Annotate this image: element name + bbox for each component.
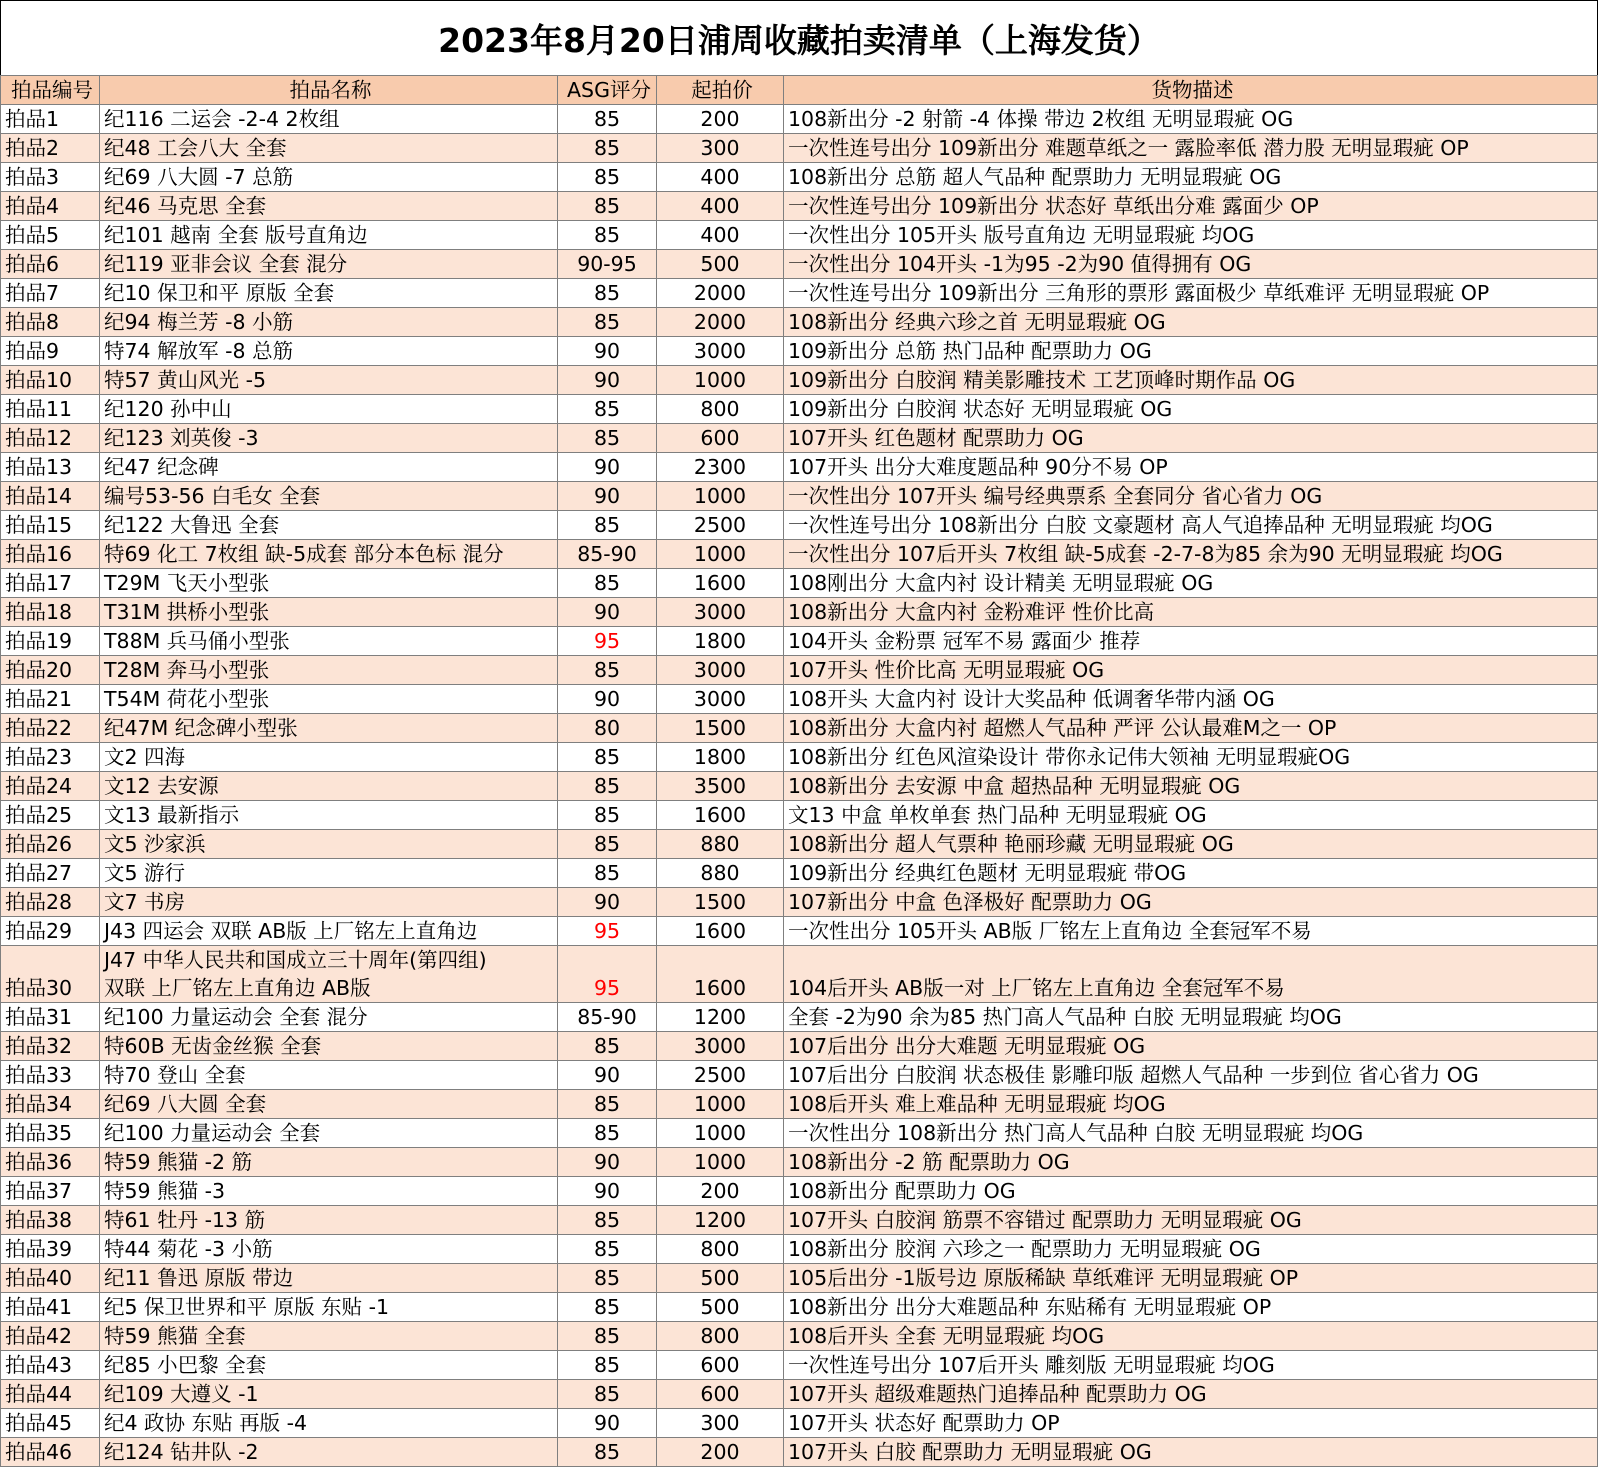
cell-description[interactable]: 108刚出分 大盒内衬 设计精美 无明显瑕疵 OG	[784, 569, 1598, 598]
table-row	[1, 453, 1598, 482]
cell-start-price[interactable]: 880	[657, 830, 784, 859]
cell-lot-number[interactable]: 拍品20	[1, 656, 100, 685]
cell-asg-score[interactable]: 85	[558, 1235, 657, 1264]
cell-lot-number[interactable]: 拍品11	[1, 395, 100, 424]
cell-description[interactable]: 108新出分 -2 射箭 -4 体操 带边 2枚组 无明显瑕疵 OG	[784, 105, 1598, 134]
table-row	[1, 163, 1598, 192]
cell-start-price[interactable]: 1600	[657, 569, 784, 598]
cell-lot-number[interactable]: 拍品16	[1, 540, 100, 569]
lot-name-line: 双联 上厂铭左上直角边 AB版	[104, 976, 371, 1000]
cell-start-price[interactable]: 1500	[657, 888, 784, 917]
cell-asg-score[interactable]: 85	[558, 1380, 657, 1409]
cell-asg-score[interactable]: 85	[558, 221, 657, 250]
cell-lot-number[interactable]: 拍品43	[1, 1351, 100, 1380]
cell-lot-number[interactable]: 拍品30	[1, 946, 100, 1003]
cell-asg-score[interactable]: 90	[558, 337, 657, 366]
cell-asg-score[interactable]: 90	[558, 366, 657, 395]
cell-start-price[interactable]: 3000	[657, 337, 784, 366]
cell-lot-name[interactable]: 特44 菊花 -3 小筋	[100, 1235, 558, 1264]
cell-description[interactable]: 107后出分 白胶润 状态极佳 影雕印版 超燃人气品种 一步到位 省心省力 OG	[784, 1061, 1598, 1090]
cell-asg-score[interactable]: 85	[558, 1438, 657, 1467]
cell-lot-name[interactable]: T54M 荷花小型张	[100, 685, 558, 714]
cell-lot-name[interactable]: 纪69 八大圆 -7 总筋	[100, 163, 558, 192]
table-row	[1, 656, 1598, 685]
header-lot-name[interactable]: 拍品名称	[100, 76, 558, 105]
cell-asg-score[interactable]: 80	[558, 714, 657, 743]
cell-lot-number[interactable]: 拍品31	[1, 1003, 100, 1032]
cell-asg-score[interactable]: 85	[558, 1090, 657, 1119]
cell-lot-name[interactable]: 特59 熊猫 -3	[100, 1177, 558, 1206]
cell-start-price[interactable]: 2500	[657, 511, 784, 540]
cell-description[interactable]: 一次性连号出分 107后开头 雕刻版 无明显瑕疵 均OG	[784, 1351, 1598, 1380]
cell-asg-score[interactable]: 90	[558, 1061, 657, 1090]
cell-description[interactable]: 108开头 大盒内衬 设计大奖品种 低调奢华带内涵 OG	[784, 685, 1598, 714]
cell-description[interactable]: 107开头 性价比高 无明显瑕疵 OG	[784, 656, 1598, 685]
table-row	[1, 482, 1598, 511]
cell-description[interactable]: 108新出分 去安源 中盒 超热品种 无明显瑕疵 OG	[784, 772, 1598, 801]
cell-lot-name[interactable]: 编号53-56 白毛女 全套	[100, 482, 558, 511]
cell-lot-name[interactable]: 纪123 刘英俊 -3	[100, 424, 558, 453]
cell-start-price[interactable]: 1200	[657, 1206, 784, 1235]
cell-lot-number[interactable]: 拍品46	[1, 1438, 100, 1467]
table-row	[1, 830, 1598, 859]
cell-lot-number[interactable]: 拍品40	[1, 1264, 100, 1293]
table-row	[1, 1264, 1598, 1293]
cell-description[interactable]: 一次性连号出分 109新出分 三角形的票形 露面极少 草纸难评 无明显瑕疵 OP	[784, 279, 1598, 308]
cell-asg-score[interactable]: 85	[558, 1322, 657, 1351]
cell-asg-score[interactable]: 85	[558, 1293, 657, 1322]
cell-start-price[interactable]: 600	[657, 1380, 784, 1409]
cell-lot-number[interactable]: 拍品8	[1, 308, 100, 337]
cell-lot-number[interactable]: 拍品38	[1, 1206, 100, 1235]
cell-start-price[interactable]: 600	[657, 1351, 784, 1380]
cell-lot-name[interactable]: 文7 书房	[100, 888, 558, 917]
cell-description[interactable]: 一次性出分 104开头 -1为95 -2为90 值得拥有 OG	[784, 250, 1598, 279]
cell-description[interactable]: 一次性出分 107后开头 7枚组 缺-5成套 -2-7-8为85 余为90 无明显瑕疵 均OG	[784, 540, 1598, 569]
table-row	[1, 1322, 1598, 1351]
table-row	[1, 250, 1598, 279]
cell-description[interactable]: 一次性连号出分 109新出分 难题草纸之一 露脸率低 潜力股 无明显瑕疵 OP	[784, 134, 1598, 163]
table-row	[1, 1148, 1598, 1177]
header-start-price[interactable]: 起拍价	[657, 76, 784, 105]
cell-description[interactable]: 108新出分 配票助力 OG	[784, 1177, 1598, 1206]
header-row	[1, 76, 1598, 105]
cell-lot-name[interactable]: 特59 熊猫 全套	[100, 1322, 558, 1351]
cell-start-price[interactable]: 1000	[657, 1090, 784, 1119]
cell-asg-score[interactable]: 85	[558, 1264, 657, 1293]
cell-asg-score[interactable]: 85	[558, 395, 657, 424]
cell-description[interactable]: 107开头 出分大难度题品种 90分不易 OP	[784, 453, 1598, 482]
cell-asg-score[interactable]: 90	[558, 482, 657, 511]
cell-lot-name[interactable]	[100, 946, 558, 1003]
cell-start-price[interactable]: 2300	[657, 453, 784, 482]
table-row	[1, 859, 1598, 888]
cell-start-price[interactable]: 300	[657, 134, 784, 163]
cell-description[interactable]: 一次性出分 107开头 编号经典票系 全套同分 省心省力 OG	[784, 482, 1598, 511]
cell-lot-number[interactable]: 拍品27	[1, 859, 100, 888]
cell-lot-number[interactable]: 拍品26	[1, 830, 100, 859]
cell-lot-number[interactable]: 拍品37	[1, 1177, 100, 1206]
cell-start-price[interactable]: 3500	[657, 772, 784, 801]
table-row	[1, 1438, 1598, 1467]
cell-lot-name[interactable]: 纪4 政协 东贴 再版 -4	[100, 1409, 558, 1438]
cell-description[interactable]: 107开头 状态好 配票助力 OP	[784, 1409, 1598, 1438]
cell-lot-number[interactable]: 拍品24	[1, 772, 100, 801]
cell-asg-score[interactable]: 85	[558, 772, 657, 801]
cell-lot-number[interactable]: 拍品42	[1, 1322, 100, 1351]
table-row	[1, 308, 1598, 337]
cell-lot-name[interactable]: 纪109 大遵义 -1	[100, 1380, 558, 1409]
cell-start-price[interactable]: 800	[657, 1235, 784, 1264]
table-row	[1, 540, 1598, 569]
cell-description[interactable]: 107开头 白胶 配票助力 无明显瑕疵 OG	[784, 1438, 1598, 1467]
cell-asg-score[interactable]: 85	[558, 424, 657, 453]
cell-start-price[interactable]: 500	[657, 1293, 784, 1322]
cell-start-price[interactable]: 1000	[657, 540, 784, 569]
cell-asg-score[interactable]: 90	[558, 1148, 657, 1177]
cell-start-price[interactable]: 1000	[657, 366, 784, 395]
cell-start-price[interactable]: 1600	[657, 946, 784, 1003]
cell-asg-score[interactable]: 90	[558, 453, 657, 482]
table-row	[1, 366, 1598, 395]
cell-asg-score[interactable]: 95	[558, 946, 657, 1003]
cell-lot-name[interactable]: 纪122 大鲁迅 全套	[100, 511, 558, 540]
auction-table	[0, 75, 1598, 1467]
cell-lot-name[interactable]: 纪48 工会八大 全套	[100, 134, 558, 163]
cell-lot-number[interactable]: 拍品41	[1, 1293, 100, 1322]
cell-lot-name[interactable]: 纪47 纪念碑	[100, 453, 558, 482]
table-row	[1, 1032, 1598, 1061]
cell-start-price[interactable]: 200	[657, 1438, 784, 1467]
cell-lot-number[interactable]: 拍品22	[1, 714, 100, 743]
cell-start-price[interactable]: 3000	[657, 656, 784, 685]
cell-description[interactable]: 108新出分 -2 筋 配票助力 OG	[784, 1148, 1598, 1177]
cell-lot-name[interactable]: 特60B 无齿金丝猴 全套	[100, 1032, 558, 1061]
cell-lot-name[interactable]: 纪116 二运会 -2-4 2枚组	[100, 105, 558, 134]
table-row	[1, 801, 1598, 830]
cell-start-price[interactable]: 600	[657, 424, 784, 453]
lot-name-line: J47 中华人民共和国成立三十周年(第四组)	[104, 948, 487, 972]
cell-start-price[interactable]: 3000	[657, 598, 784, 627]
table-row	[1, 192, 1598, 221]
cell-lot-name[interactable]: 特57 黄山风光 -5	[100, 366, 558, 395]
cell-description[interactable]: 109新出分 经典红色题材 无明显瑕疵 带OG	[784, 859, 1598, 888]
cell-lot-name[interactable]: T88M 兵马俑小型张	[100, 627, 558, 656]
cell-start-price[interactable]: 1000	[657, 482, 784, 511]
cell-asg-score[interactable]: 85	[558, 830, 657, 859]
cell-asg-score[interactable]: 85	[558, 656, 657, 685]
cell-start-price[interactable]: 2500	[657, 1061, 784, 1090]
cell-asg-score[interactable]: 85	[558, 1351, 657, 1380]
cell-start-price[interactable]: 1000	[657, 1119, 784, 1148]
table-row	[1, 424, 1598, 453]
cell-asg-score[interactable]: 90	[558, 1177, 657, 1206]
cell-asg-score[interactable]: 85	[558, 279, 657, 308]
cell-lot-number[interactable]: 拍品1	[1, 105, 100, 134]
table-row	[1, 1409, 1598, 1438]
table-row	[1, 105, 1598, 134]
cell-description[interactable]: 108新出分 总筋 超人气品种 配票助力 无明显瑕疵 OG	[784, 163, 1598, 192]
table-row	[1, 627, 1598, 656]
cell-start-price[interactable]: 400	[657, 192, 784, 221]
cell-lot-name[interactable]: 纪119 亚非会议 全套 混分	[100, 250, 558, 279]
cell-lot-name[interactable]: 文13 最新指示	[100, 801, 558, 830]
cell-description[interactable]: 107开头 红色题材 配票助力 OG	[784, 424, 1598, 453]
cell-asg-score[interactable]: 85	[558, 511, 657, 540]
cell-lot-name[interactable]: 纪100 力量运动会 全套 混分	[100, 1003, 558, 1032]
cell-start-price[interactable]: 3000	[657, 685, 784, 714]
cell-lot-name[interactable]: 特59 熊猫 -2 筋	[100, 1148, 558, 1177]
cell-description[interactable]: 107后出分 出分大难题 无明显瑕疵 OG	[784, 1032, 1598, 1061]
table-row	[1, 1380, 1598, 1409]
cell-asg-score[interactable]: 95	[558, 627, 657, 656]
cell-lot-number[interactable]: 拍品9	[1, 337, 100, 366]
cell-lot-number[interactable]: 拍品45	[1, 1409, 100, 1438]
cell-lot-name[interactable]: T31M 拱桥小型张	[100, 598, 558, 627]
cell-description[interactable]: 一次性出分 105开头 版号直角边 无明显瑕疵 均OG	[784, 221, 1598, 250]
cell-asg-score[interactable]: 85	[558, 134, 657, 163]
cell-start-price[interactable]: 500	[657, 250, 784, 279]
cell-lot-name[interactable]: T29M 飞天小型张	[100, 569, 558, 598]
cell-lot-name[interactable]: 纪11 鲁迅 原版 带边	[100, 1264, 558, 1293]
cell-lot-number[interactable]: 拍品10	[1, 366, 100, 395]
table-row	[1, 395, 1598, 424]
table-row	[1, 743, 1598, 772]
cell-lot-number[interactable]: 拍品4	[1, 192, 100, 221]
cell-lot-name[interactable]: 纪47M 纪念碑小型张	[100, 714, 558, 743]
cell-start-price[interactable]: 800	[657, 1322, 784, 1351]
cell-lot-number[interactable]: 拍品28	[1, 888, 100, 917]
cell-description[interactable]: 109新出分 总筋 热门品种 配票助力 OG	[784, 337, 1598, 366]
cell-asg-score[interactable]: 85	[558, 859, 657, 888]
cell-lot-name[interactable]: 特69 化工 7枚组 缺-5成套 部分本色标 混分	[100, 540, 558, 569]
table-row	[1, 279, 1598, 308]
cell-lot-number[interactable]: 拍品14	[1, 482, 100, 511]
cell-description[interactable]: 107开头 白胶润 筋票不容错过 配票助力 无明显瑕疵 OG	[784, 1206, 1598, 1235]
cell-description[interactable]: 109新出分 白胶润 状态好 无明显瑕疵 OG	[784, 395, 1598, 424]
cell-description[interactable]: 108新出分 胶润 六珍之一 配票助力 无明显瑕疵 OG	[784, 1235, 1598, 1264]
cell-description[interactable]: 全套 -2为90 余为85 热门高人气品种 白胶 无明显瑕疵 均OG	[784, 1003, 1598, 1032]
cell-start-price[interactable]: 1500	[657, 714, 784, 743]
cell-description[interactable]: 108新出分 大盒内衬 超燃人气品种 严评 公认最难M之一 OP	[784, 714, 1598, 743]
cell-lot-number[interactable]: 拍品23	[1, 743, 100, 772]
cell-lot-name[interactable]: T28M 奔马小型张	[100, 656, 558, 685]
cell-lot-name[interactable]: 特61 牡丹 -13 筋	[100, 1206, 558, 1235]
table-row	[1, 917, 1598, 946]
cell-asg-score[interactable]: 85	[558, 801, 657, 830]
cell-start-price[interactable]: 1600	[657, 917, 784, 946]
cell-asg-score[interactable]: 85	[558, 1119, 657, 1148]
cell-description[interactable]: 105后出分 -1版号边 原版稀缺 草纸难评 无明显瑕疵 OP	[784, 1264, 1598, 1293]
cell-lot-name[interactable]: 纪124 钻井队 -2	[100, 1438, 558, 1467]
table-row	[1, 685, 1598, 714]
cell-lot-number[interactable]: 拍品39	[1, 1235, 100, 1264]
table-row	[1, 1293, 1598, 1322]
cell-asg-score[interactable]: 85	[558, 743, 657, 772]
cell-lot-name[interactable]: 纪101 越南 全套 版号直角边	[100, 221, 558, 250]
cell-asg-score[interactable]: 90	[558, 685, 657, 714]
cell-lot-number[interactable]: 拍品6	[1, 250, 100, 279]
cell-lot-name[interactable]: 特74 解放军 -8 总筋	[100, 337, 558, 366]
cell-lot-name[interactable]: 纪120 孙中山	[100, 395, 558, 424]
cell-asg-score[interactable]: 85	[558, 308, 657, 337]
table-row	[1, 1119, 1598, 1148]
cell-start-price[interactable]: 1600	[657, 801, 784, 830]
cell-description[interactable]: 107新出分 中盒 色泽极好 配票助力 OG	[784, 888, 1598, 917]
cell-description[interactable]: 一次性连号出分 108新出分 白胶 文豪题材 高人气追捧品种 无明显瑕疵 均OG	[784, 511, 1598, 540]
table-row	[1, 221, 1598, 250]
cell-asg-score[interactable]: 90	[558, 598, 657, 627]
cell-asg-score[interactable]: 85	[558, 1206, 657, 1235]
cell-description[interactable]: 108新出分 超人气票种 艳丽珍藏 无明显瑕疵 OG	[784, 830, 1598, 859]
cell-lot-number[interactable]: 拍品17	[1, 569, 100, 598]
cell-asg-score[interactable]: 95	[558, 917, 657, 946]
cell-lot-name[interactable]: 文5 游行	[100, 859, 558, 888]
cell-lot-name[interactable]: 纪69 八大圆 全套	[100, 1090, 558, 1119]
cell-description[interactable]: 104开头 金粉票 冠军不易 露面少 推荐	[784, 627, 1598, 656]
table-row	[1, 946, 1598, 1003]
cell-start-price[interactable]: 800	[657, 395, 784, 424]
cell-lot-number[interactable]: 拍品5	[1, 221, 100, 250]
cell-start-price[interactable]: 200	[657, 105, 784, 134]
cell-lot-name[interactable]: J43 四运会 双联 AB版 上厂铭左上直角边	[100, 917, 558, 946]
cell-description[interactable]: 108后开头 全套 无明显瑕疵 均OG	[784, 1322, 1598, 1351]
cell-start-price[interactable]: 1800	[657, 743, 784, 772]
cell-description[interactable]: 108后开头 难上难品种 无明显瑕疵 均OG	[784, 1090, 1598, 1119]
cell-asg-score[interactable]: 85	[558, 163, 657, 192]
cell-lot-number[interactable]: 拍品2	[1, 134, 100, 163]
cell-asg-score[interactable]: 85-90	[558, 540, 657, 569]
cell-description[interactable]: 107开头 超级难题热门追捧品种 配票助力 OG	[784, 1380, 1598, 1409]
cell-lot-number[interactable]: 拍品19	[1, 627, 100, 656]
table-row	[1, 1090, 1598, 1119]
cell-lot-name[interactable]: 特70 登山 全套	[100, 1061, 558, 1090]
table-row	[1, 1235, 1598, 1264]
table-row	[1, 1351, 1598, 1380]
cell-asg-score[interactable]: 85	[558, 569, 657, 598]
table-row	[1, 1003, 1598, 1032]
cell-description[interactable]: 108新出分 大盒内衬 金粉难评 性价比高	[784, 598, 1598, 627]
table-row	[1, 1177, 1598, 1206]
cell-asg-score[interactable]: 90-95	[558, 250, 657, 279]
cell-lot-name[interactable]: 文5 沙家浜	[100, 830, 558, 859]
table-row	[1, 598, 1598, 627]
cell-lot-number[interactable]: 拍品29	[1, 917, 100, 946]
table-row	[1, 1061, 1598, 1090]
cell-description[interactable]: 104后开头 AB版一对 上厂铭左上直角边 全套冠军不易	[784, 946, 1598, 1003]
table-row	[1, 569, 1598, 598]
cell-description[interactable]: 一次性连号出分 109新出分 状态好 草纸出分难 露面少 OP	[784, 192, 1598, 221]
cell-lot-number[interactable]: 拍品36	[1, 1148, 100, 1177]
cell-lot-number[interactable]: 拍品21	[1, 685, 100, 714]
sheet-title: 2023年8月20日浦周收藏拍卖清单（上海发货）	[0, 0, 1598, 76]
cell-lot-number[interactable]: 拍品13	[1, 453, 100, 482]
cell-start-price[interactable]: 3000	[657, 1032, 784, 1061]
cell-description[interactable]: 108新出分 红色风渲染设计 带你永记伟大领袖 无明显瑕疵OG	[784, 743, 1598, 772]
cell-lot-name[interactable]: 纪100 力量运动会 全套	[100, 1119, 558, 1148]
cell-lot-number[interactable]: 拍品33	[1, 1061, 100, 1090]
cell-start-price[interactable]: 1000	[657, 1148, 784, 1177]
table-row	[1, 714, 1598, 743]
cell-lot-number[interactable]: 拍品35	[1, 1119, 100, 1148]
table-row	[1, 337, 1598, 366]
cell-description[interactable]: 文13 中盒 单枚单套 热门品种 无明显瑕疵 OG	[784, 801, 1598, 830]
cell-lot-number[interactable]: 拍品32	[1, 1032, 100, 1061]
cell-lot-number[interactable]: 拍品15	[1, 511, 100, 540]
cell-description[interactable]: 一次性出分 105开头 AB版 厂铭左上直角边 全套冠军不易	[784, 917, 1598, 946]
cell-description[interactable]: 109新出分 白胶润 精美影雕技术 工艺顶峰时期作品 OG	[784, 366, 1598, 395]
cell-lot-number[interactable]: 拍品34	[1, 1090, 100, 1119]
cell-start-price[interactable]: 1200	[657, 1003, 784, 1032]
cell-description[interactable]: 108新出分 经典六珍之首 无明显瑕疵 OG	[784, 308, 1598, 337]
table-row	[1, 511, 1598, 540]
table-row	[1, 888, 1598, 917]
table-row	[1, 1206, 1598, 1235]
cell-lot-name[interactable]: 纪94 梅兰芳 -8 小筋	[100, 308, 558, 337]
cell-start-price[interactable]: 880	[657, 859, 784, 888]
cell-start-price[interactable]: 400	[657, 163, 784, 192]
cell-lot-number[interactable]: 拍品7	[1, 279, 100, 308]
cell-asg-score[interactable]: 85	[558, 1032, 657, 1061]
cell-start-price[interactable]: 500	[657, 1264, 784, 1293]
cell-asg-score[interactable]: 85	[558, 192, 657, 221]
cell-lot-name[interactable]: 文2 四海	[100, 743, 558, 772]
cell-asg-score[interactable]: 90	[558, 888, 657, 917]
cell-lot-name[interactable]: 纪46 马克思 全套	[100, 192, 558, 221]
cell-start-price[interactable]: 400	[657, 221, 784, 250]
cell-start-price[interactable]: 200	[657, 1177, 784, 1206]
table-row	[1, 772, 1598, 801]
cell-description[interactable]: 一次性出分 108新出分 热门高人气品种 白胶 无明显瑕疵 均OG	[784, 1119, 1598, 1148]
cell-lot-name[interactable]: 纪85 小巴黎 全套	[100, 1351, 558, 1380]
cell-start-price[interactable]: 2000	[657, 279, 784, 308]
cell-lot-number[interactable]: 拍品25	[1, 801, 100, 830]
cell-lot-name[interactable]: 文12 去安源	[100, 772, 558, 801]
cell-asg-score[interactable]: 85-90	[558, 1003, 657, 1032]
cell-lot-number[interactable]: 拍品18	[1, 598, 100, 627]
cell-start-price[interactable]: 300	[657, 1409, 784, 1438]
cell-lot-number[interactable]: 拍品12	[1, 424, 100, 453]
cell-start-price[interactable]: 2000	[657, 308, 784, 337]
cell-description[interactable]: 108新出分 出分大难题品种 东贴稀有 无明显瑕疵 OP	[784, 1293, 1598, 1322]
cell-start-price[interactable]: 1800	[657, 627, 784, 656]
cell-lot-number[interactable]: 拍品44	[1, 1380, 100, 1409]
cell-asg-score[interactable]: 90	[558, 1409, 657, 1438]
header-lot-number[interactable]: 拍品编号	[1, 76, 100, 105]
table-body	[1, 105, 1598, 1467]
cell-asg-score[interactable]: 85	[558, 105, 657, 134]
cell-lot-name[interactable]: 纪10 保卫和平 原版 全套	[100, 279, 558, 308]
cell-lot-number[interactable]: 拍品3	[1, 163, 100, 192]
cell-lot-name[interactable]: 纪5 保卫世界和平 原版 东贴 -1	[100, 1293, 558, 1322]
header-asg-score[interactable]: ASG评分	[558, 76, 657, 105]
header-description[interactable]: 货物描述	[784, 76, 1598, 105]
table-row	[1, 134, 1598, 163]
